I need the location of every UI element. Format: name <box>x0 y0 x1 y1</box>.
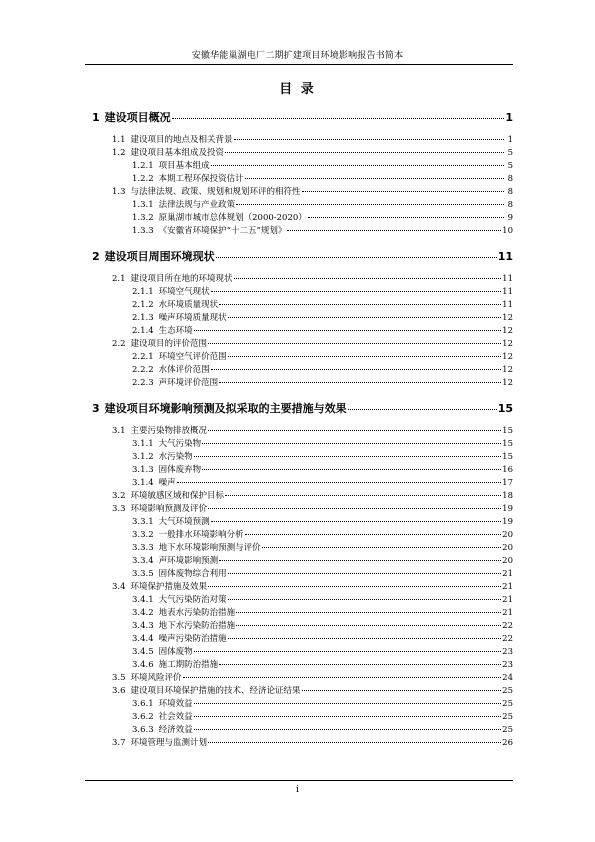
toc-entry-number: 3.3.5 <box>132 569 154 579</box>
toc-entry-page: 23 <box>502 660 513 670</box>
toc-entry-page: 12 <box>502 378 513 388</box>
toc-entry-page: 19 <box>502 504 513 514</box>
toc-entry-page: 15 <box>502 439 513 449</box>
toc-entry-number: 3.3 <box>112 504 126 514</box>
toc-entry-1-2-1[interactable] <box>92 160 513 173</box>
toc-entry-page: 11 <box>502 274 513 284</box>
toc-entry-page: 12 <box>502 352 513 362</box>
toc-dot-leader <box>194 729 502 730</box>
toc-dot-leader <box>208 343 501 344</box>
toc-dot-leader <box>228 356 502 357</box>
toc-entry-3-2[interactable] <box>92 490 513 503</box>
toc-entry-number: 3.1.2 <box>132 452 154 462</box>
toc-entry-page: 20 <box>502 543 513 553</box>
toc-entry-1-3-1[interactable] <box>92 199 513 212</box>
toc-dot-leader <box>236 625 501 626</box>
toc-entry-title: 固体废物综合利用 <box>158 569 227 579</box>
page-number: i <box>296 785 299 795</box>
toc-dot-leader <box>236 204 504 205</box>
toc-entry-page: 19 <box>502 517 513 527</box>
toc-entry-title: 《安徽省环境保护“十二五”规划》 <box>158 226 287 236</box>
toc-entry-title: 建设项目环境影响预测及拟采取的主要措施与效果 <box>104 402 347 415</box>
toc-entry-page: 21 <box>502 582 513 592</box>
toc-dot-leader <box>194 330 502 331</box>
toc-entry-number: 2.1.4 <box>132 326 154 336</box>
toc-entry-page: 17 <box>502 478 513 488</box>
toc-dot-leader <box>194 716 502 717</box>
toc-dot-leader <box>211 291 502 292</box>
toc-entry-title: 地下水环境影响预测与评价 <box>158 543 261 553</box>
toc-entry-number: 3.6.3 <box>132 725 154 735</box>
toc-entry-3-3-2[interactable] <box>92 529 513 542</box>
toc-entry-title: 环境空气评价范围 <box>158 352 227 362</box>
toc-entry-page: 21 <box>502 569 513 579</box>
toc-entry-page: 8 <box>507 200 513 210</box>
toc-dot-leader <box>177 482 502 483</box>
toc-entry-3-3-4[interactable] <box>92 555 513 568</box>
toc-entry-number: 1.3.3 <box>132 226 154 236</box>
toc-entry-page: 11 <box>502 287 513 297</box>
toc-entry-page: 12 <box>502 326 513 336</box>
toc-dot-leader <box>219 664 501 665</box>
toc-entry-page: 25 <box>502 725 513 735</box>
toc-entry-number: 3.4.5 <box>132 647 154 657</box>
toc-entry-number: 3.1.1 <box>132 439 154 449</box>
toc-entry-3-1-1[interactable] <box>92 438 513 451</box>
toc-entry-page: 10 <box>502 226 513 236</box>
toc-entry-3-1-4[interactable] <box>92 477 513 490</box>
toc-dot-leader <box>211 369 502 370</box>
toc-entry-1-1[interactable] <box>92 134 513 147</box>
toc-entry-3-6-3[interactable] <box>92 724 513 737</box>
toc-entry-page: 5 <box>507 148 513 158</box>
toc-entry-title: 噪声 <box>158 478 176 488</box>
toc-entry-2[interactable] <box>92 247 513 267</box>
toc-entry-title: 水环境质量现状 <box>158 300 219 310</box>
toc-entry-1-3-3[interactable] <box>92 225 513 238</box>
toc-entry-number: 2.2.3 <box>132 378 154 388</box>
toc-entry-title: 噪声环境质量现状 <box>158 313 227 323</box>
toc-dot-leader <box>219 560 501 561</box>
toc-dot-leader <box>208 742 501 743</box>
toc-entry-title: 社会效益 <box>158 712 193 722</box>
toc-entry-page: 25 <box>502 712 513 722</box>
toc-entry-number: 3.6.1 <box>132 699 154 709</box>
toc-entry-page: 18 <box>502 491 513 501</box>
toc-dot-leader <box>216 257 497 258</box>
toc-dot-leader <box>228 317 502 318</box>
toc-entry-3-4-1[interactable] <box>92 594 513 607</box>
toc-entry-number: 3.4.1 <box>132 595 154 605</box>
toc-entry-title: 水体评价范围 <box>158 365 210 375</box>
toc-entry-number: 2.1.1 <box>132 287 154 297</box>
toc-entry-page: 8 <box>507 174 513 184</box>
toc-entry-title: 环境管理与监测计划 <box>130 738 208 748</box>
toc-entry-number: 1.1 <box>112 135 126 145</box>
toc-dot-leader <box>219 304 501 305</box>
toc-entry-2-2-1[interactable] <box>92 351 513 364</box>
toc-entry-3-3[interactable] <box>92 503 513 516</box>
toc-dot-leader <box>225 152 504 153</box>
toc-dot-leader <box>194 651 502 652</box>
toc-entry-title: 建设项目概况 <box>104 111 171 124</box>
toc-entry-page: 1 <box>507 135 513 145</box>
toc-entry-title: 噪声污染防治措施 <box>158 634 227 644</box>
toc-entry-3-4-4[interactable] <box>92 633 513 646</box>
toc-entry-title: 生态环境 <box>158 326 193 336</box>
toc-entry-number: 3.4.4 <box>132 634 154 644</box>
toc-entry-number: 3.4.2 <box>132 608 154 618</box>
toc-dot-leader <box>202 443 501 444</box>
toc-dot-leader <box>228 638 502 639</box>
toc-dot-leader <box>228 573 502 574</box>
toc-entry-page: 5 <box>507 161 513 171</box>
toc-entry-title: 法律法规与产业政策 <box>158 200 236 210</box>
toc-entry-number: 3.4.3 <box>132 621 154 631</box>
toc-dot-leader <box>302 191 504 192</box>
table-of-contents <box>92 108 513 750</box>
toc-entry-title: 与法律法规、政策、规划和规划环评的相符性 <box>130 187 301 197</box>
toc-entry-number: 3.6 <box>112 686 126 696</box>
toc-dot-leader <box>234 278 502 279</box>
toc-entry-page: 21 <box>502 595 513 605</box>
toc-entry-number: 2.1 <box>112 274 126 284</box>
toc-entry-3-6[interactable] <box>92 685 513 698</box>
toc-entry-page: 8 <box>507 187 513 197</box>
toc-entry-title: 环境空气现状 <box>158 287 210 297</box>
toc-entry-number: 3.1.3 <box>132 465 154 475</box>
toc-entry-3-3-5[interactable] <box>92 568 513 581</box>
toc-entry-title: 项目基本组成 <box>158 161 210 171</box>
toc-entry-title: 环境影响预测及评价 <box>130 504 208 514</box>
toc-entry-title: 地下水污染防治措施 <box>158 621 236 631</box>
toc-entry-number: 2.1.3 <box>132 313 154 323</box>
running-header: 安徽华能巢湖电厂二期扩建项目环境影响报告书简本 <box>191 51 404 61</box>
toc-dot-leader <box>234 139 504 140</box>
toc-entry-title: 环境效益 <box>158 699 193 709</box>
toc-entry-title: 本期工程环保投资估计 <box>158 174 244 184</box>
toc-dot-leader <box>287 230 501 231</box>
toc-entry-page: 15 <box>497 402 513 415</box>
toc-entry-number: 2.2 <box>112 339 126 349</box>
toc-entry-page: 9 <box>507 213 513 223</box>
toc-entry-3-4-6[interactable] <box>92 659 513 672</box>
toc-dot-leader <box>208 430 501 431</box>
toc-entry-title: 建设项目环境保护措施的技术、经济论证结果 <box>130 686 301 696</box>
toc-entry-page: 15 <box>502 452 513 462</box>
toc-entry-number: 2.2.1 <box>132 352 154 362</box>
toc-entry-number: 2.1.2 <box>132 300 154 310</box>
toc-entry-2-2[interactable] <box>92 338 513 351</box>
toc-entry-2-2-3[interactable] <box>92 377 513 390</box>
toc-entry-page: 22 <box>502 621 513 631</box>
toc-entry-number: 1.3.2 <box>132 213 154 223</box>
toc-entry-number: 1.3.1 <box>132 200 154 210</box>
toc-dot-leader <box>172 118 504 119</box>
toc-entry-title: 建设项目基本组成及投资 <box>130 148 225 158</box>
toc-entry-title: 声环境评价范围 <box>158 378 219 388</box>
footer-rule <box>85 780 513 781</box>
toc-entry-page: 22 <box>502 634 513 644</box>
toc-entry-1-3[interactable] <box>92 186 513 199</box>
toc-entry-3-4[interactable] <box>92 581 513 594</box>
toc-entry-number: 3.6.2 <box>132 712 154 722</box>
toc-entry-page: 25 <box>502 699 513 709</box>
toc-entry-title: 声环境影响预测 <box>158 556 219 566</box>
toc-entry-title: 大气污染物 <box>158 439 202 449</box>
toc-entry-title: 环境保护措施及效果 <box>130 582 208 592</box>
toc-entry-1-3-2[interactable] <box>92 212 513 225</box>
toc-entry-number: 3.5 <box>112 673 126 683</box>
toc-entry-number: 3 <box>92 402 100 415</box>
toc-entry-page: 15 <box>502 426 513 436</box>
toc-entry-title: 大气污染防治对策 <box>158 595 227 605</box>
toc-entry-number: 1.2.2 <box>132 174 154 184</box>
toc-dot-leader <box>236 612 501 613</box>
toc-entry-3-4-5[interactable] <box>92 646 513 659</box>
toc-dot-leader <box>194 456 502 457</box>
toc-entry-2-1-3[interactable] <box>92 312 513 325</box>
toc-entry-title: 环境风险评价 <box>130 673 182 683</box>
toc-entry-2-2-2[interactable] <box>92 364 513 377</box>
toc-entry-title: 经济效益 <box>158 725 193 735</box>
toc-entry-3-1-3[interactable] <box>92 464 513 477</box>
toc-entry-number: 3.1 <box>112 426 126 436</box>
toc-entry-number: 1 <box>92 111 100 124</box>
toc-entry-page: 21 <box>502 608 513 618</box>
toc-dot-leader <box>194 703 502 704</box>
toc-entry-title: 建设项目周围环境现状 <box>104 250 215 263</box>
toc-entry-2-1-1[interactable] <box>92 286 513 299</box>
toc-entry-title: 大气环境预测 <box>158 517 210 527</box>
toc-entry-3-4-3[interactable] <box>92 620 513 633</box>
toc-dot-leader <box>245 178 504 179</box>
toc-entry-title: 一般排水环境影响分析 <box>158 530 244 540</box>
toc-entry-3-1[interactable] <box>92 425 513 438</box>
toc-entry-number: 1.2 <box>112 148 126 158</box>
header-rule <box>85 64 513 65</box>
toc-entry-2-1-4[interactable] <box>92 325 513 338</box>
toc-entry-page: 25 <box>502 686 513 696</box>
toc-entry-3-3-3[interactable] <box>92 542 513 555</box>
toc-entry-3[interactable] <box>92 399 513 419</box>
toc-dot-leader <box>219 382 501 383</box>
toc-dot-leader <box>208 586 501 587</box>
toc-entry-number: 3.3.4 <box>132 556 154 566</box>
toc-dot-leader <box>228 599 502 600</box>
toc-entry-2-1[interactable] <box>92 273 513 286</box>
toc-dot-leader <box>211 521 502 522</box>
toc-dot-leader <box>245 534 502 535</box>
toc-entry-title: 建设项目的评价范围 <box>130 339 208 349</box>
toc-entry-page: 26 <box>502 738 513 748</box>
toc-entry-3-3-1[interactable] <box>92 516 513 529</box>
toc-dot-leader <box>202 469 501 470</box>
toc-entry-title: 原巢湖市城市总体规划（2000-2020） <box>158 213 307 223</box>
toc-entry-1-2-2[interactable] <box>92 173 513 186</box>
toc-entry-title: 主要污染物排放概况 <box>130 426 208 436</box>
toc-entry-3-4-2[interactable] <box>92 607 513 620</box>
toc-entry-number: 3.1.4 <box>132 478 154 488</box>
toc-entry-page: 16 <box>502 465 513 475</box>
toc-entry-title: 地表水污染防治措施 <box>158 608 236 618</box>
toc-entry-page: 1 <box>505 111 513 124</box>
toc-entry-number: 1.2.1 <box>132 161 154 171</box>
toc-entry-title: 环境敏感区域和保护目标 <box>130 491 225 501</box>
toc-dot-leader <box>348 409 497 410</box>
toc-entry-number: 3.4.6 <box>132 660 154 670</box>
toc-dot-leader <box>302 690 502 691</box>
toc-entry-page: 20 <box>502 556 513 566</box>
toc-entry-number: 3.2 <box>112 491 126 501</box>
toc-entry-title: 水污染物 <box>158 452 193 462</box>
toc-dot-leader <box>211 165 504 166</box>
toc-entry-page: 12 <box>502 313 513 323</box>
toc-entry-3-5[interactable] <box>92 672 513 685</box>
toc-entry-number: 3.3.2 <box>132 530 154 540</box>
toc-entry-3-6-1[interactable] <box>92 698 513 711</box>
toc-dot-leader <box>183 677 502 678</box>
toc-entry-1[interactable] <box>92 108 513 128</box>
toc-entry-page: 20 <box>502 530 513 540</box>
toc-entry-3-7[interactable] <box>92 737 513 750</box>
toc-entry-page: 11 <box>502 300 513 310</box>
toc-entry-page: 12 <box>502 365 513 375</box>
toc-entry-title: 固体废物 <box>158 647 193 657</box>
toc-entry-title: 建设项目所在地的环境现状 <box>130 274 233 284</box>
toc-entry-number: 3.4 <box>112 582 126 592</box>
toc-entry-page: 24 <box>502 673 513 683</box>
toc-entry-number: 2.2.2 <box>132 365 154 375</box>
toc-entry-number: 2 <box>92 250 100 263</box>
toc-entry-number: 3.3.1 <box>132 517 154 527</box>
toc-entry-title: 施工期防治措施 <box>158 660 219 670</box>
toc-entry-number: 1.3 <box>112 187 126 197</box>
toc-entry-page: 11 <box>497 250 513 263</box>
toc-entry-3-1-2[interactable] <box>92 451 513 464</box>
toc-entry-page: 23 <box>502 647 513 657</box>
toc-dot-leader <box>225 495 501 496</box>
toc-entry-3-6-2[interactable] <box>92 711 513 724</box>
toc-entry-page: 12 <box>502 339 513 349</box>
toc-entry-1-2[interactable] <box>92 147 513 160</box>
toc-entry-number: 3.7 <box>112 738 126 748</box>
toc-dot-leader <box>262 547 502 548</box>
toc-dot-leader <box>308 217 504 218</box>
toc-entry-number: 3.3.3 <box>132 543 154 553</box>
toc-dot-leader <box>208 508 501 509</box>
toc-entry-2-1-2[interactable] <box>92 299 513 312</box>
toc-entry-title: 固体废弃物 <box>158 465 202 475</box>
toc-entry-title: 建设项目的地点及相关背景 <box>130 135 233 145</box>
toc-title: 目 录 <box>279 82 316 97</box>
